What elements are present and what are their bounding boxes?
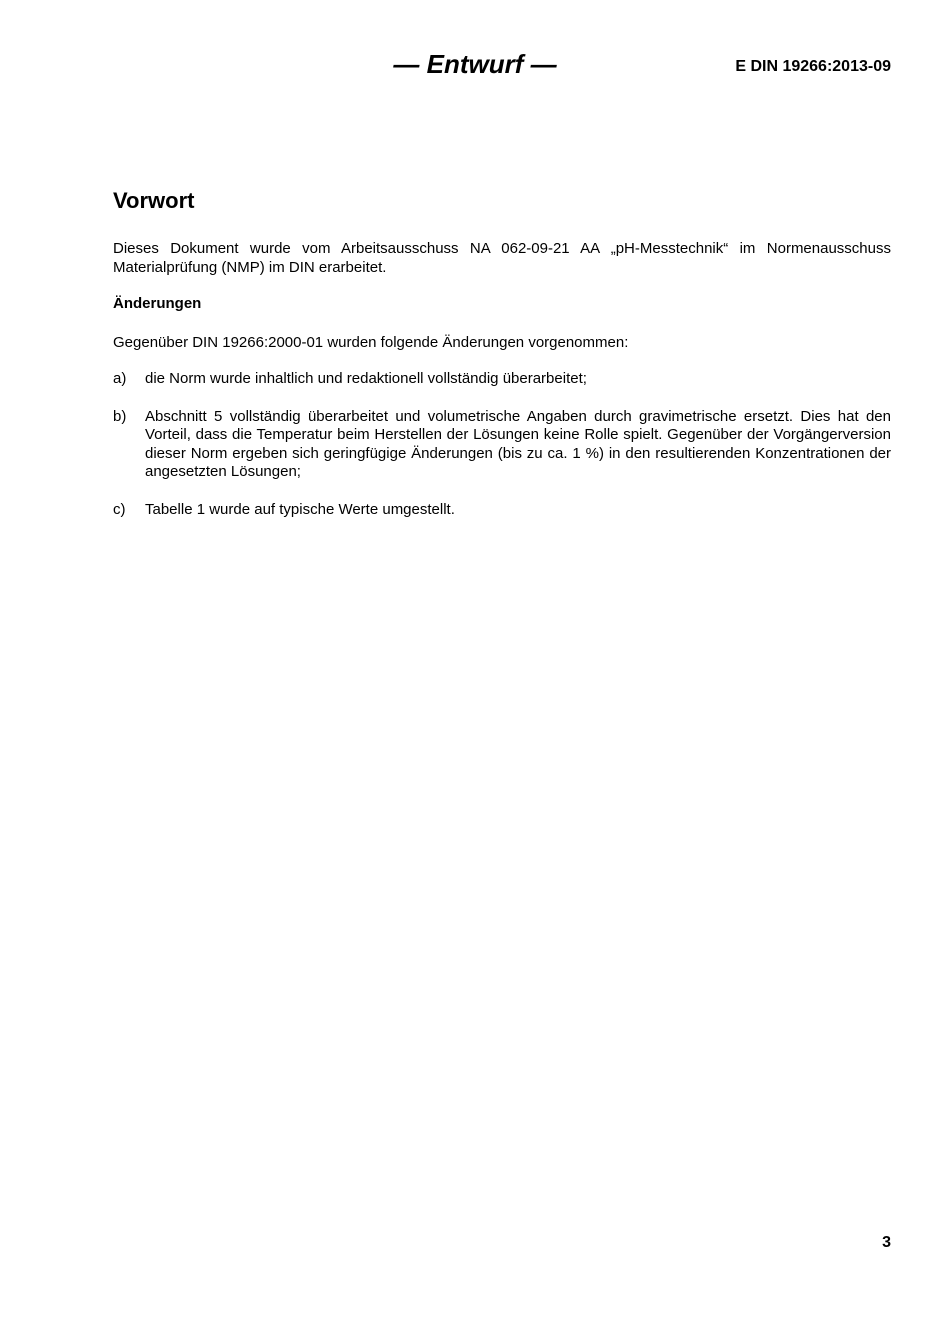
list-item [113, 408, 891, 482]
list-item [113, 501, 891, 520]
list-item-text: Tabelle 1 wurde auf typische Werte umgestellt. [145, 500, 455, 518]
changes-intro: Gegenüber DIN 19266:2000-01 wurden folgende Änderungen vorgenommen: [113, 333, 629, 351]
list-item-text: die Norm wurde inhaltlich und redaktionell vollständig überarbeitet; [145, 370, 587, 387]
foreword-section [113, 187, 891, 538]
list-item [113, 370, 891, 389]
list-item-text: Abschnitt 5 vollständig überarbeitet und volumetrische Angaben durch gravimetrische ersetzt. Dies hat den Vorteil, dass die Temperatur beim Herstellen der Lösungen keine Rolle spielt. Gegenüber der Vorgängerversion dieser Norm ergeben sich geringfügige Änderungen (bis zu ca. 1 %) in den resultierenden Konzentrationen der angesetzten Lösungen; [145, 407, 891, 480]
changes-list [113, 370, 891, 519]
list-marker: a) [113, 370, 127, 387]
section-title: Vorwort [113, 188, 195, 213]
changes-heading: Änderungen [113, 295, 202, 312]
draft-label: — Entwurf — [393, 49, 557, 79]
intro-paragraph: Dieses Dokument wurde vom Arbeitsausschuss NA 062-09-21 AA „pH-Messtechnik“ im Normenausschuss Materialprüfung (NMP) im DIN erarbeitet. [113, 240, 891, 276]
document-id: E DIN 19266:2013-09 [735, 58, 891, 75]
list-marker: c) [113, 500, 126, 518]
list-marker: b) [113, 407, 127, 425]
page-number: 3 [882, 1234, 891, 1251]
